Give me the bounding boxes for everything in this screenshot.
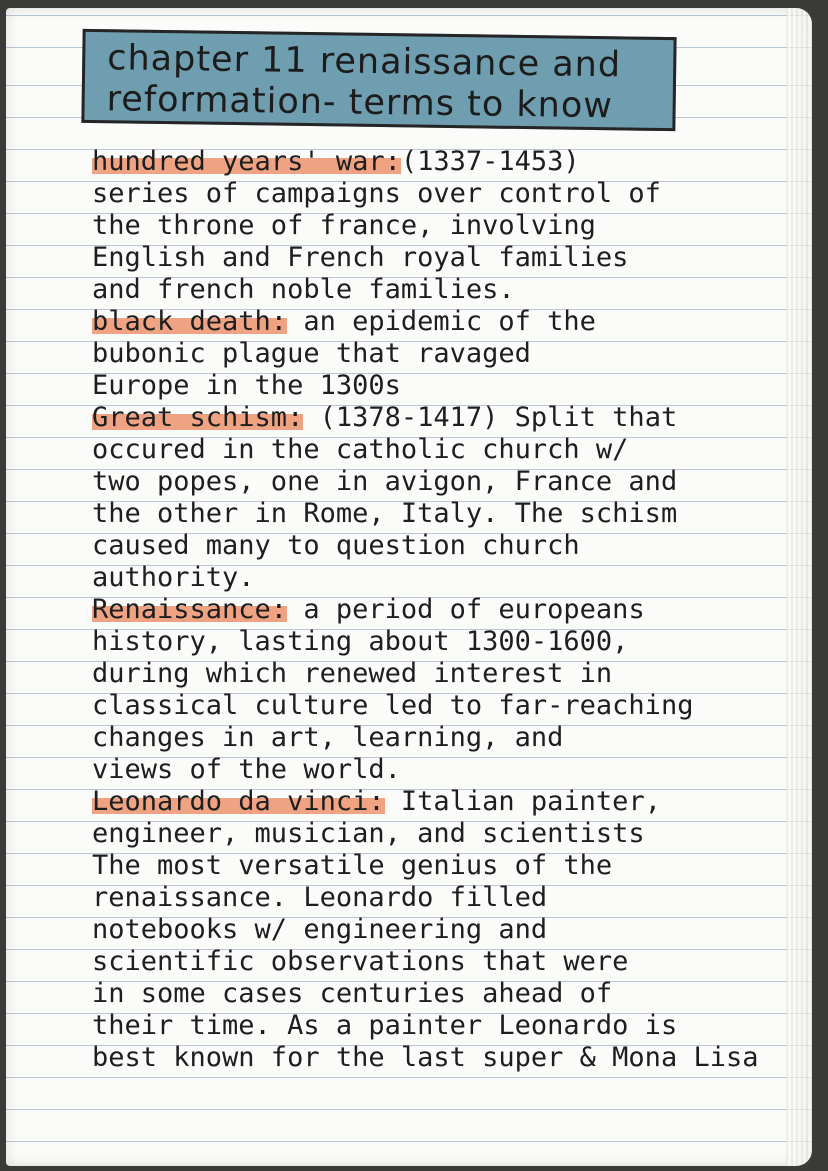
- title-banner: [81, 29, 676, 131]
- term-highlight: hundred years' war:: [92, 146, 401, 177]
- note-line: during which renewed interest in: [92, 658, 613, 689]
- note-line: changes in art, learning, and: [92, 722, 564, 753]
- definition-text: an epidemic of the: [287, 306, 596, 337]
- term-highlight: black death:: [92, 306, 288, 337]
- note-line: classical culture led to far-reaching: [92, 690, 694, 721]
- note-line: best known for the last super & Mona Lisa: [92, 1042, 759, 1073]
- note-line: [92, 594, 782, 626]
- note-line: English and French royal families: [92, 242, 629, 273]
- note-line: their time. As a painter Leonardo is: [92, 1010, 678, 1041]
- notebook-page: [6, 8, 812, 1166]
- note-line: caused many to question church: [92, 530, 580, 561]
- title-line-1: chapter 11 renaissance and: [106, 38, 622, 86]
- note-line: scientific observations that were: [92, 946, 629, 977]
- note-line: notebooks w/ engineering and: [92, 914, 548, 945]
- note-line: engineer, musician, and scientists: [92, 818, 645, 849]
- note-line: [92, 402, 782, 434]
- note-line: history, lasting about 1300-1600,: [92, 626, 629, 657]
- note-line: bubonic plague that ravaged: [92, 338, 531, 369]
- title-line-2: reformation- terms to know: [106, 79, 614, 127]
- note-line: series of campaigns over control of: [92, 178, 661, 209]
- note-line: authority.: [92, 562, 255, 593]
- note-line: the throne of france, involving: [92, 210, 596, 241]
- definition-text: (1337-1453): [400, 146, 580, 177]
- definition-text: Italian painter,: [384, 786, 661, 817]
- note-line: in some cases centuries ahead of: [92, 978, 613, 1009]
- note-line: [92, 786, 782, 818]
- definition-text: (1378-1417) Split that: [303, 402, 678, 433]
- note-line: [92, 146, 782, 178]
- note-line: occured in the catholic church w/: [92, 434, 629, 465]
- note-line: the other in Rome, Italy. The schism: [92, 498, 678, 529]
- notes-body: [92, 146, 782, 1074]
- note-line: two popes, one in avigon, France and: [92, 466, 678, 497]
- note-line: and french noble families.: [92, 274, 515, 305]
- definition-text: a period of europeans: [287, 594, 645, 625]
- term-highlight: Renaissance:: [92, 594, 288, 625]
- term-highlight: Great schism:: [92, 402, 304, 433]
- note-line: Europe in the 1300s: [92, 370, 401, 401]
- term-highlight: Leonardo da vinci:: [92, 786, 385, 817]
- note-line: renaissance. Leonardo filled: [92, 882, 548, 913]
- note-line: [92, 306, 782, 338]
- note-line: The most versatile genius of the: [92, 850, 613, 881]
- note-line: views of the world.: [92, 754, 401, 785]
